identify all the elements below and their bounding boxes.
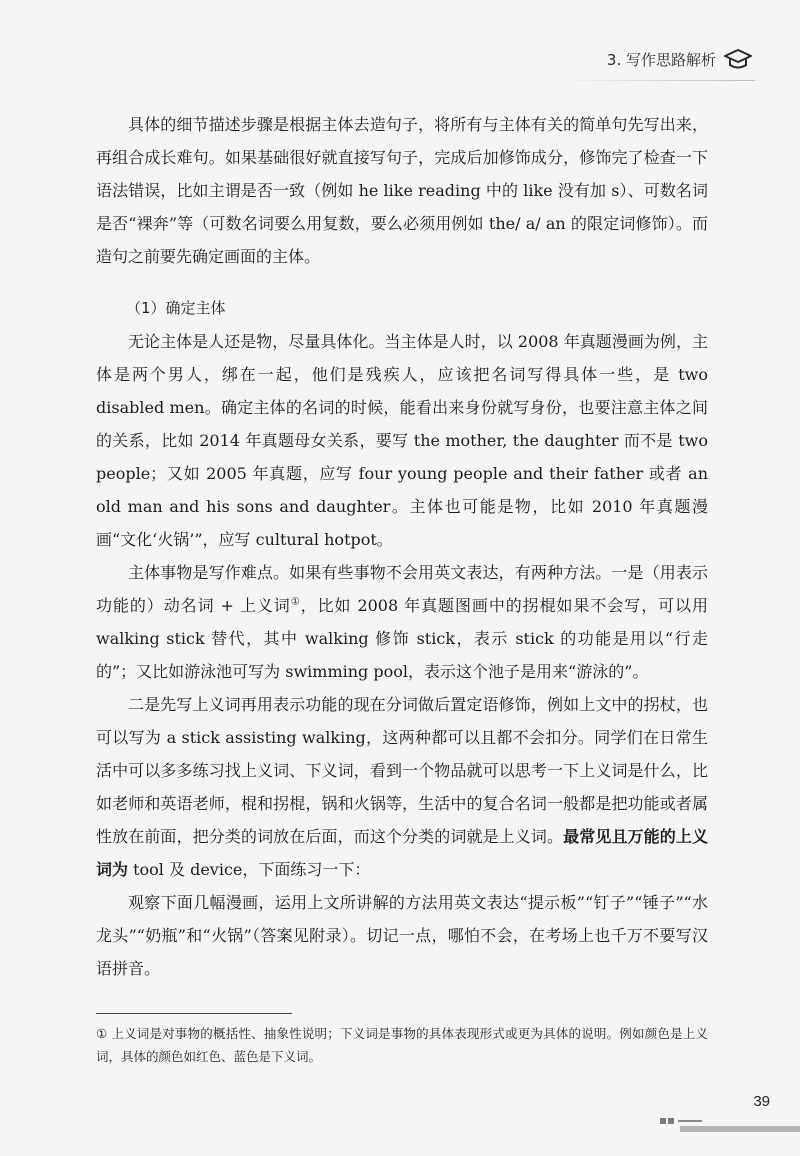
- footer-bar: [680, 1126, 800, 1132]
- paragraph-2-start: 主体事物是写作难点。如果有些事物不会用英文表达，有两种方法。一是（用表示功能的）动名词 + 上义词: [96, 563, 708, 615]
- paragraph-3: [96, 688, 708, 886]
- footnote-text: 上义词是对事物的概括性、抽象性说明；下义词是事物的具体表现形式或更为具体的说明。例如颜色是上义词，具体的颜色如红色、蓝色是下义词。: [96, 1026, 708, 1064]
- running-header: [607, 48, 752, 70]
- paragraph-2-end: ，比如 2008 年真题图画中的拐棍如果不会写，可以用 walking stick 替代，其中 walking 修饰 stick，表示 stick 的功能是用以“行走的”；又比如游泳池可写为 swimming pool，表示这个池子是用来“游泳的”。: [96, 596, 708, 681]
- footnote-rule: [96, 1013, 292, 1014]
- paragraph-3-text: 二是先写上义词再用表示功能的现在分词做后置定语修饰，例如上文中的拐杖，也可以写为 a stick assisting walking，这两种都可以且都不会扣分。同学们在日常生活中可以多多练习找上义词、下义词，看到一个物品就可以思考一下上义词是什么，比如老师和英语老师，棍和拐棍，锅和火锅等，生活中的复合名词一般都是把功能或者属性放在前面，把分类的词放在后面，而这个分类的词就是上义词。: [96, 695, 708, 846]
- paragraph-4: 观察下面几幅漫画，运用上文所讲解的方法用英文表达“提示板”“钉子”“锤子”“水龙头”“奶瓶”和“火锅”（答案见附录）。切记一点，哪怕不会，在考场上也千万不要写汉语拼音。: [96, 893, 708, 978]
- intro-paragraph: 具体的细节描述步骤是根据主体去造句子，将所有与主体有关的简单句先写出来，再组合成长难句。如果基础很好就直接写句子，完成后加修饰成分，修饰完了检查一下语法错误，比如主谓是否一致（例如 he like reading 中的 like 没有加 s）、可数名词是否“裸奔”等（可数名词要么用复数，要么必须用例如 the/ a/ an 的限定词修饰）。而造句之前要先确定画面的主体。: [96, 115, 708, 266]
- footer-square: [668, 1118, 674, 1124]
- footer-decoration: [660, 1118, 800, 1132]
- footer-square: [660, 1118, 666, 1124]
- page-number: 39: [753, 1093, 770, 1110]
- paragraph-3-bold: 最常见且万能的上义词为: [96, 827, 708, 879]
- footnote: [96, 1022, 708, 1068]
- footnote-reference[interactable]: ①: [290, 596, 301, 608]
- chapter-title: 3. 写作思路解析: [606, 50, 716, 69]
- paragraph-1: 无论主体是人还是物，尽量具体化。当主体是人时，以 2008 年真题漫画为例，主体是两个男人，绑在一起，他们是残疾人，应该把名词写得具体一些，是 two disabled men。确定主体的名词的时候，能看出来身份就写身份，也要注意主体之间的关系，比如 2014 年真题母女关系，要写 the mother, the daughter 而不是 two people；又如 2005 年真题，应写 four young people and their father 或者 an old man and his sons and daughter。主体也可能是物，比如 2010 年真题漫画“文化‘火锅’”，应写 cultural hotpot。: [96, 332, 708, 549]
- section-heading: （1）确定主体: [126, 299, 226, 317]
- section-determine-subject: [96, 292, 708, 985]
- header-rule: [555, 80, 755, 81]
- intro-paragraph-block: [96, 108, 708, 273]
- graduation-cap-icon: [724, 48, 752, 70]
- footnote-mark: ①: [96, 1026, 108, 1041]
- paragraph-3-tail: tool 及 device，下面练习一下：: [133, 860, 371, 879]
- footer-line: [678, 1120, 702, 1122]
- paragraph-2: [96, 556, 708, 688]
